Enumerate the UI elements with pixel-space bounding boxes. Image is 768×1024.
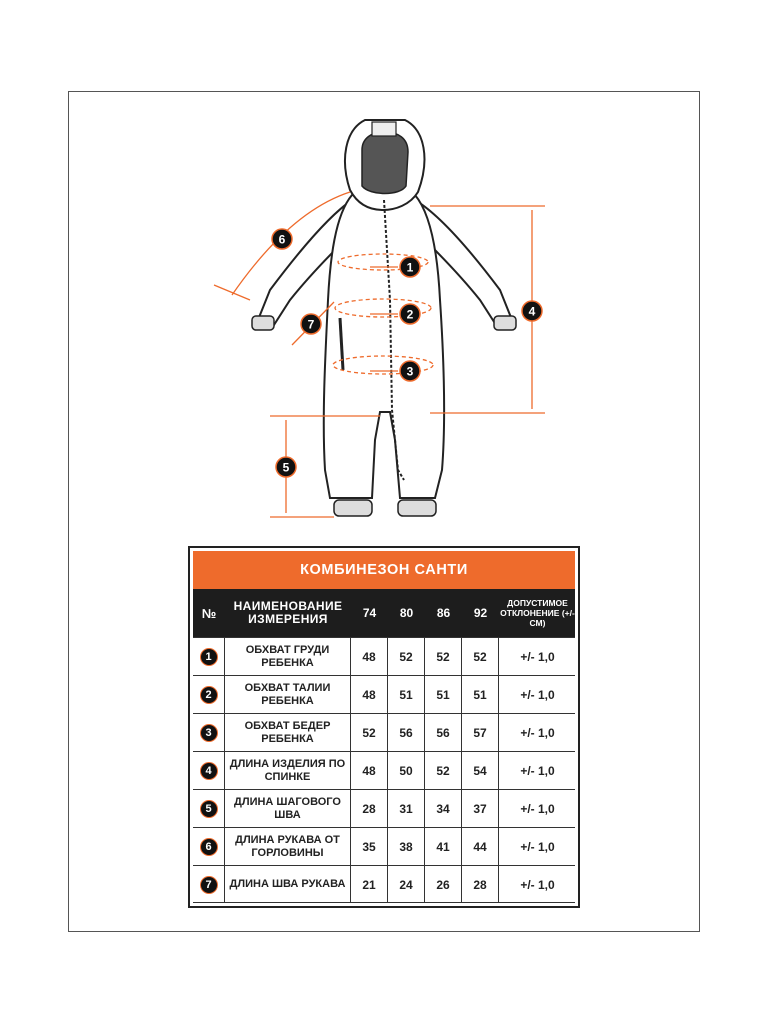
table-row bbox=[193, 675, 575, 713]
header-size-74: 74 bbox=[362, 606, 377, 620]
table-row bbox=[193, 713, 575, 751]
row-number-cell bbox=[193, 828, 225, 865]
marker-2 bbox=[400, 304, 420, 324]
size-value-92: 54 bbox=[462, 752, 499, 789]
size-value-92: 28 bbox=[462, 866, 499, 903]
header-tolerance: ДОПУСТИМОЕ ОТКЛОНЕНИЕ (+/-СМ) bbox=[500, 598, 575, 628]
measurement-name: ОБХВАТ ТАЛИИ РЕБЕНКА bbox=[225, 676, 351, 713]
table-title: КОМБИНЕЗОН САНТИ bbox=[193, 551, 575, 589]
tolerance-value: +/- 1,0 bbox=[520, 839, 555, 854]
row-number-cell bbox=[193, 714, 225, 751]
row-number-badge: 2 bbox=[200, 686, 218, 704]
measurement-name: ОБХВАТ БЕДЕР РЕБЕНКА bbox=[225, 714, 351, 751]
marker-4 bbox=[522, 301, 542, 321]
size-value-86: 52 bbox=[425, 638, 462, 675]
row-number-badge: 5 bbox=[200, 800, 218, 818]
table-header bbox=[193, 589, 575, 637]
svg-text:5: 5 bbox=[282, 460, 290, 475]
size-value-74: 48 bbox=[351, 676, 388, 713]
size-value-86: 41 bbox=[425, 828, 462, 865]
measurement-name: ДЛИНА ШВА РУКАВА bbox=[225, 866, 351, 903]
tolerance-value: +/- 1,0 bbox=[520, 649, 555, 664]
size-value-80: 31 bbox=[388, 790, 425, 827]
marker-7 bbox=[301, 314, 321, 334]
size-value-80: 52 bbox=[388, 638, 425, 675]
size-value-86: 56 bbox=[425, 714, 462, 751]
row-number-cell bbox=[193, 638, 225, 675]
measurement-name: ДЛИНА ШАГОВОГО ШВА bbox=[225, 790, 351, 827]
size-value-80: 51 bbox=[388, 676, 425, 713]
svg-text:2: 2 bbox=[406, 307, 414, 322]
row-number-cell bbox=[193, 866, 225, 903]
size-value-86: 51 bbox=[425, 676, 462, 713]
size-value-74: 52 bbox=[351, 714, 388, 751]
measurement-name: ДЛИНА РУКАВА ОТ ГОРЛОВИНЫ bbox=[225, 828, 351, 865]
marker-5 bbox=[276, 457, 296, 477]
header-size-86: 86 bbox=[436, 606, 451, 620]
table-row bbox=[193, 865, 575, 903]
table-row bbox=[193, 751, 575, 789]
size-value-74: 28 bbox=[351, 790, 388, 827]
size-value-74: 35 bbox=[351, 828, 388, 865]
hood-tab bbox=[372, 122, 396, 136]
size-table bbox=[188, 546, 580, 908]
table-row bbox=[193, 637, 575, 675]
header-number: № bbox=[201, 605, 217, 621]
header-size-92: 92 bbox=[473, 606, 488, 620]
row-number-cell bbox=[193, 676, 225, 713]
row-number-badge: 1 bbox=[200, 648, 218, 666]
tolerance-value: +/- 1,0 bbox=[520, 877, 555, 892]
size-value-80: 50 bbox=[388, 752, 425, 789]
size-value-80: 24 bbox=[388, 866, 425, 903]
size-value-86: 26 bbox=[425, 866, 462, 903]
header-size-80: 80 bbox=[399, 606, 414, 620]
hood-opening bbox=[362, 132, 408, 194]
row-number-badge: 6 bbox=[200, 838, 218, 856]
tolerance-value: +/- 1,0 bbox=[520, 725, 555, 740]
tolerance-value: +/- 1,0 bbox=[520, 763, 555, 778]
marker-6 bbox=[272, 229, 292, 249]
table-row bbox=[193, 827, 575, 865]
row-number-cell bbox=[193, 790, 225, 827]
measurement-name: ДЛИНА ИЗДЕЛИЯ ПО СПИНКЕ bbox=[225, 752, 351, 789]
tolerance-value: +/- 1,0 bbox=[520, 801, 555, 816]
marker-1 bbox=[400, 257, 420, 277]
size-value-74: 48 bbox=[351, 638, 388, 675]
svg-text:7: 7 bbox=[307, 317, 315, 332]
size-value-92: 37 bbox=[462, 790, 499, 827]
size-value-74: 21 bbox=[351, 866, 388, 903]
row-number-badge: 3 bbox=[200, 724, 218, 742]
size-value-92: 51 bbox=[462, 676, 499, 713]
row-number-badge: 4 bbox=[200, 762, 218, 780]
size-value-92: 57 bbox=[462, 714, 499, 751]
size-value-92: 44 bbox=[462, 828, 499, 865]
measurement-name: ОБХВАТ ГРУДИ РЕБЕНКА bbox=[225, 638, 351, 675]
size-value-86: 34 bbox=[425, 790, 462, 827]
marker-3 bbox=[400, 361, 420, 381]
tolerance-value: +/- 1,0 bbox=[520, 687, 555, 702]
size-value-86: 52 bbox=[425, 752, 462, 789]
table-row bbox=[193, 789, 575, 827]
svg-text:4: 4 bbox=[528, 304, 536, 319]
size-value-74: 48 bbox=[351, 752, 388, 789]
svg-text:6: 6 bbox=[278, 232, 286, 247]
svg-text:3: 3 bbox=[406, 364, 414, 379]
row-number-cell bbox=[193, 752, 225, 789]
row-number-badge: 7 bbox=[200, 876, 218, 894]
size-value-80: 56 bbox=[388, 714, 425, 751]
size-value-80: 38 bbox=[388, 828, 425, 865]
header-name: НАИМЕНОВАНИЕ ИЗМЕРЕНИЯ bbox=[233, 599, 343, 626]
size-value-92: 52 bbox=[462, 638, 499, 675]
svg-text:1: 1 bbox=[406, 260, 414, 275]
